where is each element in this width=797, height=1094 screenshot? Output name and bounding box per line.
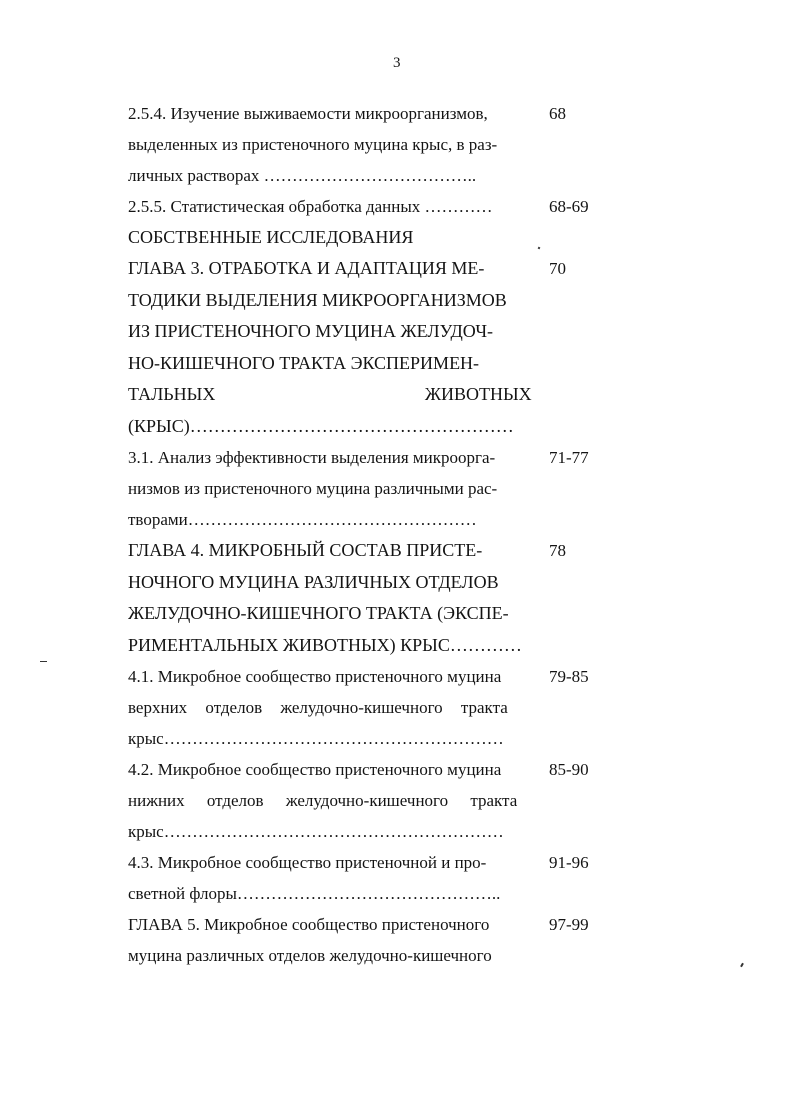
toc-entry-page: 70 xyxy=(549,259,566,278)
toc-entry-2-5-4 xyxy=(128,98,598,191)
page-number: 3 xyxy=(393,55,401,71)
scan-mark xyxy=(740,963,744,967)
toc-entry-4-3 xyxy=(128,847,598,909)
toc-entry-line: СОБСТВЕННЫЕ ИССЛЕДОВАНИЯ xyxy=(128,227,414,247)
toc-entry-line: верхних отделов желудочно-кишечного тракта xyxy=(128,698,508,717)
toc-entry-line: крыс…………………………………………………… xyxy=(128,729,504,748)
toc-entry-page: 91-96 xyxy=(549,853,589,872)
toc-entry-page: 68-69 xyxy=(549,197,589,216)
toc-entry-line: личных растворах ……………………………….. xyxy=(128,166,477,185)
toc-entry-page: 97-99 xyxy=(549,915,589,934)
toc-entry-line: ГЛАВА 3. ОТРАБОТКА И АДАПТАЦИЯ МЕ- xyxy=(128,258,485,278)
toc-entry-page: 79-85 xyxy=(549,667,589,686)
toc-entry-page: 68 xyxy=(549,104,566,123)
toc-entry-3-1 xyxy=(128,442,598,535)
toc-entry-line: ТАЛЬНЫХ ЖИВОТНЫХ xyxy=(128,384,532,404)
toc-entry-line: ИЗ ПРИСТЕНОЧНОГО МУЦИНА ЖЕЛУДОЧ- xyxy=(128,321,494,341)
toc-entry-line: ТОДИКИ ВЫДЕЛЕНИЯ МИКРООРГАНИЗМОВ xyxy=(128,289,507,310)
toc-entry-line: РИМЕНТАЛЬНЫХ ЖИВОТНЫХ) КРЫС………… xyxy=(128,634,522,655)
toc-entry-page: 85-90 xyxy=(549,760,589,779)
toc-entry-line: 4.3. Микробное сообщество пристеночной и про- xyxy=(128,853,487,872)
toc-entry-line: нижних отделов желудочно-кишечного тракта xyxy=(128,791,518,810)
toc-entry-page: 78 xyxy=(549,541,566,560)
table-of-contents xyxy=(128,98,598,971)
toc-entry-line: ГЛАВА 4. МИКРОБНЫЙ СОСТАВ ПРИСТЕ- xyxy=(128,540,483,560)
toc-entry-chapter-3 xyxy=(128,253,598,442)
toc-entry-line: низмов из пристеночного муцина различными рас- xyxy=(128,479,498,498)
toc-entry-page: 71-77 xyxy=(549,448,589,467)
toc-entry-line: творами…………………………………………… xyxy=(128,510,477,529)
toc-entry-line: (КРЫС)……………………………………………… xyxy=(128,415,514,436)
toc-entry-line: 4.1. Микробное сообщество пристеночного муцина xyxy=(128,667,502,686)
toc-entry-line: крыс…………………………………………………… xyxy=(128,822,504,841)
toc-entry-4-1 xyxy=(128,661,598,754)
toc-entry-line: НОЧНОГО МУЦИНА РАЗЛИЧНЫХ ОТДЕЛОВ xyxy=(128,571,499,592)
scan-mark xyxy=(40,661,47,662)
toc-entry-line: 3.1. Анализ эффективности выделения микроорга- xyxy=(128,448,496,467)
toc-entry-line: светной флоры……………………………………….. xyxy=(128,884,501,903)
toc-section-heading xyxy=(128,222,598,253)
toc-entry-line: выделенных из пристеночного муцина крыс, в раз- xyxy=(128,135,498,154)
toc-entry-line: ГЛАВА 5. Микробное сообщество пристеночного xyxy=(128,915,490,934)
toc-entry-chapter-4 xyxy=(128,535,598,661)
toc-entry-line: 2.5.5. Статистическая обработка данных ………… xyxy=(128,197,493,216)
toc-entry-2-5-5 xyxy=(128,191,598,222)
toc-entry-line: ЖЕЛУДОЧНО-КИШЕЧНОГО ТРАКТА (ЭКСПЕ- xyxy=(128,603,509,623)
toc-entry-line: НО-КИШЕЧНОГО ТРАКТА ЭКСПЕРИМЕН- xyxy=(128,352,480,373)
toc-entry-line: 4.2. Микробное сообщество пристеночного муцина xyxy=(128,760,502,779)
toc-entry-line: 2.5.4. Изучение выживаемости микроорганизмов, xyxy=(128,104,488,123)
toc-entry-4-2 xyxy=(128,754,598,847)
toc-entry-chapter-5 xyxy=(128,909,598,971)
toc-entry-line: муцина различных отделов желудочно-кишечного xyxy=(128,946,492,965)
